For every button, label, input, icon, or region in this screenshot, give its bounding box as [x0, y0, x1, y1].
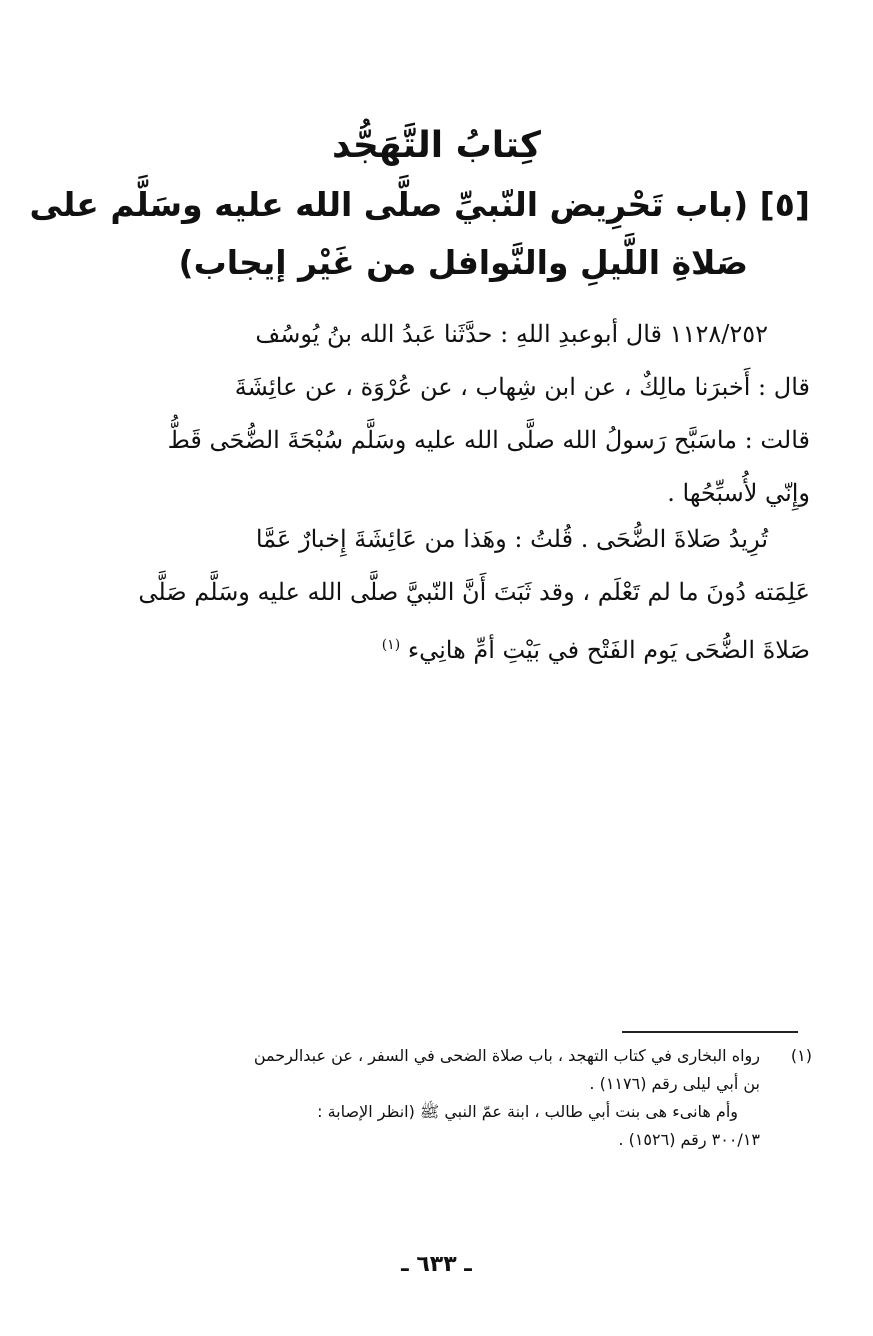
footnote-line-2: بن أبي ليلى رقم (١١٧٦) . [589, 1074, 760, 1093]
chapter-heading [29, 176, 810, 292]
footnote-line-1: رواه البخارى في كتاب التهجد ، باب صلاة الضحى في السفر ، عن عبدالرحمن [253, 1046, 760, 1065]
hadith-line-2: قال : أَخبرَنا مالِكٌ ، عن ابن شِهاب ، عن عُرْوَة ، عن عائِشَةَ [234, 373, 810, 401]
commentary-line-2: عَلِمَته دُونَ ما لم تَعْلَم ، وقد ثَبَتَ أَنَّ النّبيَّ صلَّى الله عليه وسَلَّم صَلَّى [138, 578, 810, 606]
hadith-line-4: وإِنّي لأُسبِّحُها . [667, 479, 810, 507]
footnote-divider [622, 1031, 798, 1033]
commentary-line-3-text: صَلاةَ الضُّحَى يَوم الفَتْح في بَيْتِ أمِّ هانِيء [407, 636, 810, 664]
page-number: ـ ٦٣٣ ـ [401, 1252, 472, 1277]
chapter-heading-line-1: [٥] (باب تَحْرِيض النّبيِّ صلَّى الله عليه وسَلَّم على [29, 185, 810, 224]
footnote-line-3: وأم هانىء هى بنت أبي طالب ، ابنة عمّ النبي ﷺ (انظر الإصابة : [317, 1102, 738, 1121]
hadith-text [130, 308, 810, 520]
commentary-line-1: تُرِيدُ صَلاةَ الضُّحَى . قُلتُ : وهَذا من عَائِشَةَ إِخبارٌ عَمَّا [255, 525, 768, 553]
footnote-reference[interactable]: (١) [381, 637, 401, 653]
footnote-body [150, 1042, 760, 1154]
commentary-text [130, 513, 810, 677]
footnotes [150, 1042, 812, 1154]
book-title: كِتابُ التَّهَجُّد [332, 125, 541, 166]
footnote-number: (١) [790, 1046, 812, 1065]
commentary-line-3 [130, 619, 810, 677]
chapter-heading-line-2: صَلاةِ اللَّيلِ والنَّوافل من غَيْر إيجاب) [178, 243, 748, 282]
hadith-line-3: قالت : ماسَبَّح رَسولُ الله صلَّى الله عليه وسَلَّم سُبْحَةَ الضُّحَى قَطُّ [167, 426, 810, 454]
hadith-line-1: ١١٢٨/٢٥٢ قال أبوعبدِ اللهِ : حدَّثَنا عَبدُ الله بنُ يُوسُف [255, 320, 768, 348]
footnote-line-4: ٣٠٠/١٣ رقم (١٥٢٦) . [618, 1130, 760, 1149]
footnote-item [150, 1042, 812, 1154]
